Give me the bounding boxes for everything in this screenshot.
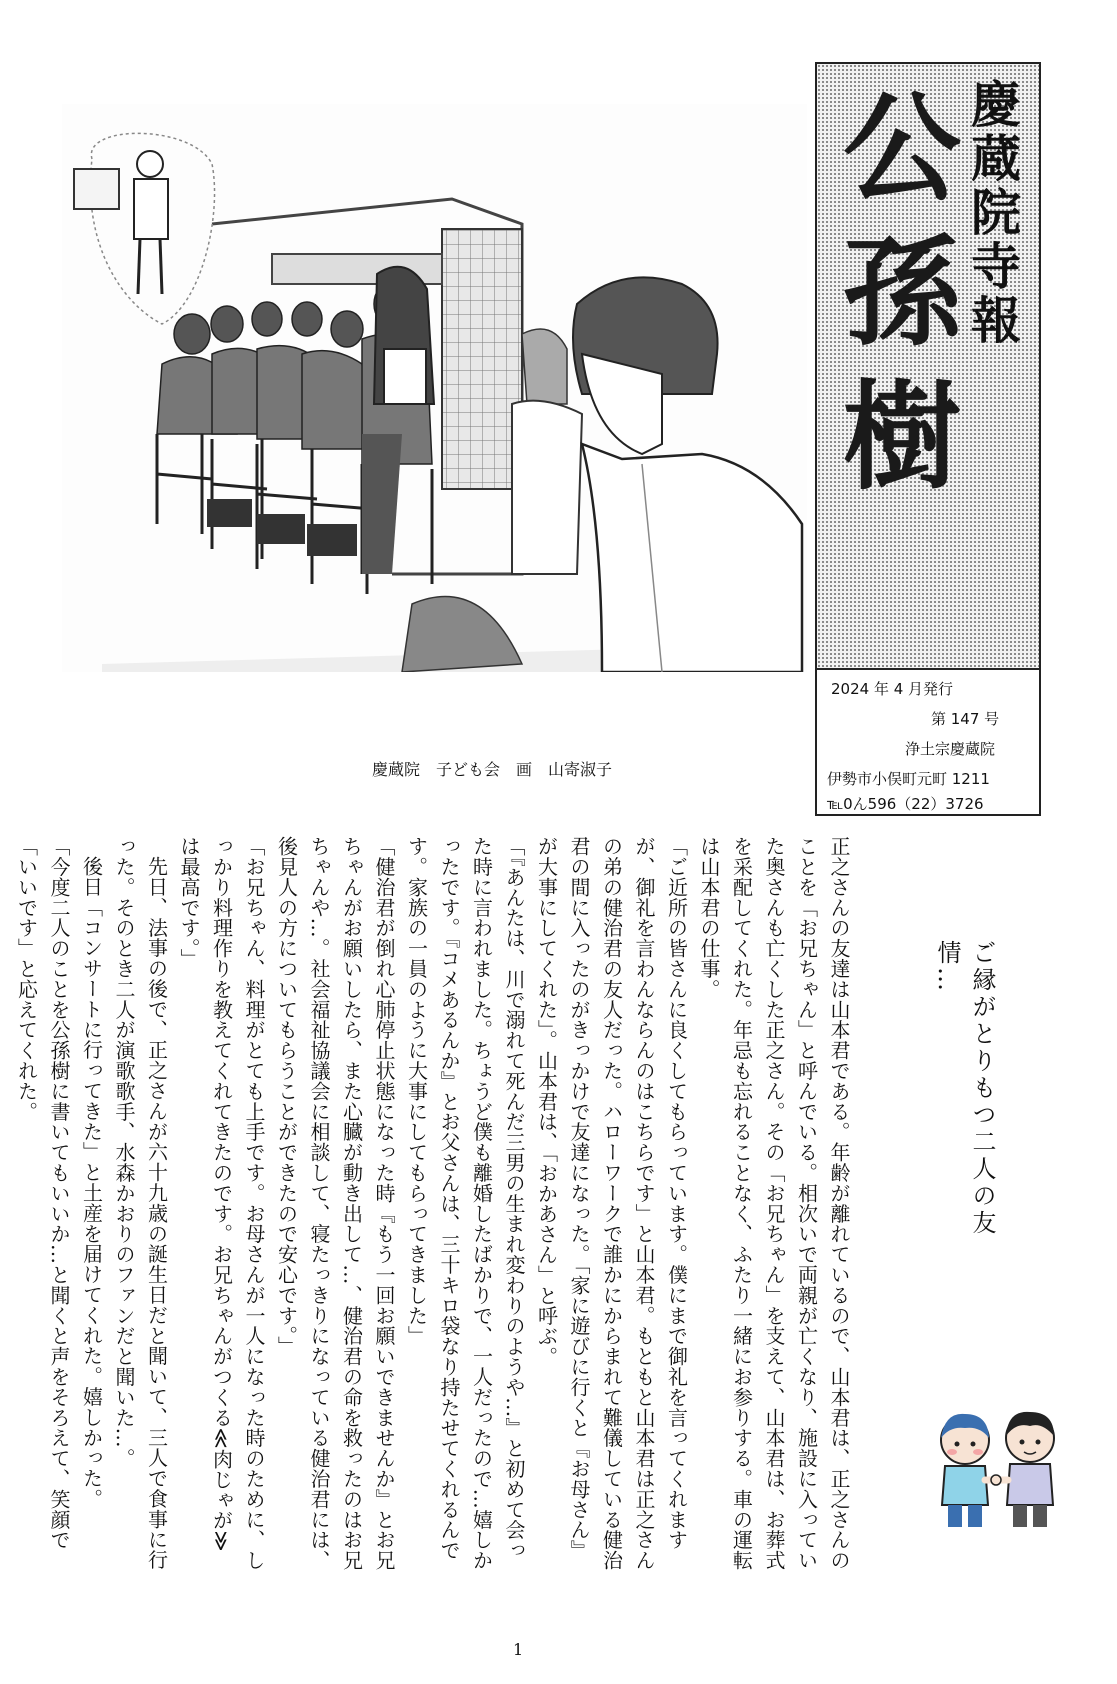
- article-paragraph: 「『あんたは、川で溺れて死んだ三男の生まれ変わりのようや…』と初めて会った時に言われました。ちょうど僕も離婚したばかりで、一人だったので…嬉しかったです。『コメあるんか』とお父さんは、三十キロ袋なり持たせてくれるんです。家族の一員のように大事にしてもらってきました」: [404, 836, 526, 1571]
- organization-name: 浄土宗慶蔵院: [905, 740, 996, 758]
- issue-date: 2024 年 4 月発行: [831, 680, 954, 698]
- page-number: 1: [513, 1640, 524, 1659]
- two-friends-illustration: [920, 1400, 1080, 1540]
- masthead-title: 公孫樹: [823, 86, 961, 518]
- article-paragraph: 「健治君が倒れ心肺停止状態になった時『もう一回お願いできませんか』とお兄ちゃんがお願いしたら、また心臓が動き出して…、健治君の命を救ったのはお兄ちゃんや…。社会福祉協議会に相談して、寝たっきりになっている健治君には、後見人の方についてもらうことができたので安心です。」: [274, 836, 396, 1571]
- article-paragraph: 先日、法事の後で、正之さんが六十九歳の誕生日だと聞いて、三人で食事に行った。そのとき二人が演歌歌手、水森かおりのファンだと聞いた…。: [112, 836, 169, 1570]
- issue-number: 第 147 号: [931, 710, 1000, 728]
- article-headline: ご縁がとりもつ二人の友情…: [933, 940, 996, 1237]
- illustration-caption: 慶蔵院 子ども会 画 山寄淑子: [372, 760, 613, 779]
- address: 伊勢市小俣町元町 1211: [827, 770, 990, 788]
- drawing-children-gathering: [62, 104, 807, 672]
- cover-illustration: [62, 104, 807, 672]
- article-paragraph: 「今度二人のことを公孫樹に書いてもいいか…と聞くと声をそろえて、笑顔で「いいです」と応えてくれた。: [14, 836, 71, 1550]
- masthead-subtitle: 慶蔵院寺報: [963, 78, 1022, 348]
- telephone: ℡0ん596（22）3726: [827, 795, 984, 813]
- article-paragraph: 正之さんの友達は山本君である。年齢が離れているので、山本君は、正之さんのことを「お兄ちゃん」と呼んでいる。相次いで両親が亡くなり、施設に入っていた奥さんも亡くした正之さん。その「お兄ちゃん」を支えて、山本君は、お葬式を采配してくれた。年忌も忘れることなく、ふたり一緒にお参りする。車の運転は山本君の仕事。: [697, 836, 851, 1571]
- article-paragraph: 「お兄ちゃん、料理がとても上手です。お母さんが一人になった時のために、しっかり料理作りを教えてくれてきたのです。お兄ちゃんがつくる≪肉じゃが≫は最高です。」: [177, 836, 266, 1571]
- article-paragraph: 「ご近所の皆さんに良くしてもらっています。僕にまで御礼を言ってくれますが、御礼を言わんならんのはこちらです」と山本君。もともと山本君は正之さんの弟の健治君の友人だった。ハローワークで誰かにからまれて難儀している健治君の間に入ったのがきっかけで友達になった。「家に遊びに行くと『お母さん』が大事にしてくれた」。山本君は、「おかあさん」と呼ぶ。: [534, 836, 689, 1571]
- masthead: [815, 62, 1041, 670]
- article-paragraph: 後日「コンサートに行ってきた」と土産を届けてくれた。嬉しかった。: [79, 856, 104, 1509]
- article-body: [10, 836, 855, 1572]
- issue-info-box: [815, 670, 1041, 816]
